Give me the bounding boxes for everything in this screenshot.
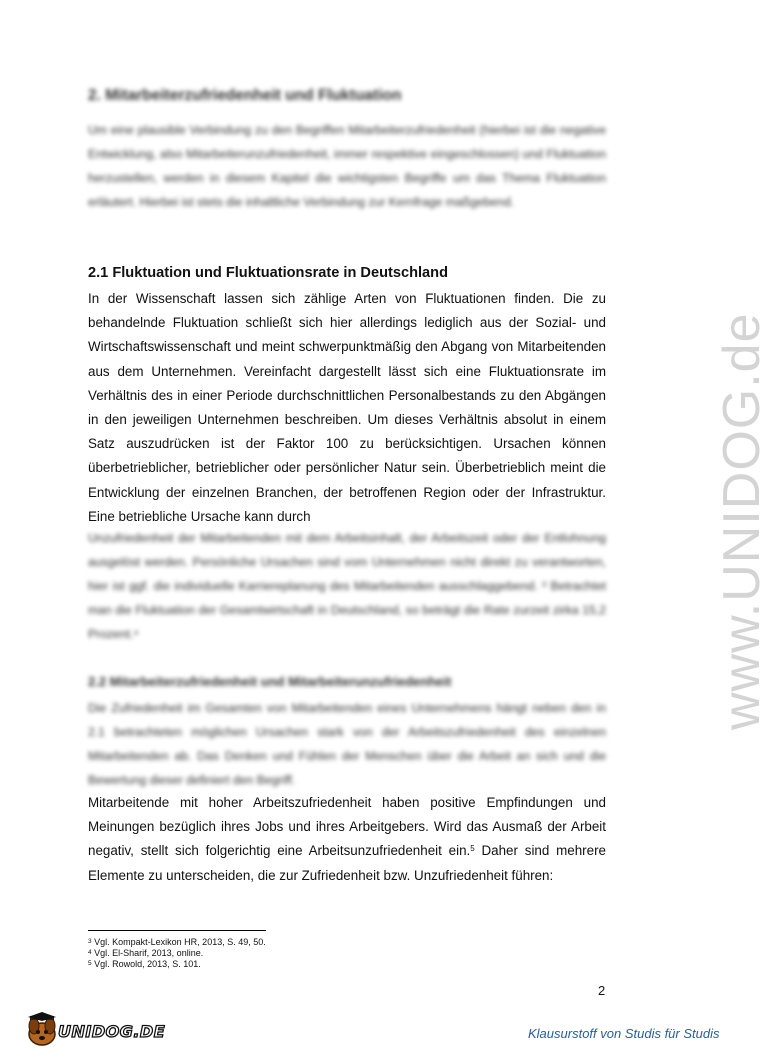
subsection-2-2-paragraph — [88, 791, 606, 888]
footnotes — [88, 937, 266, 970]
footer-tagline: Klausurstoff von Studis für Studis — [528, 1026, 720, 1041]
section-heading: 2. Mitarbeiterzufriedenheit und Fluktuation — [88, 87, 402, 104]
subsection-2-1-blurred-text: Unzufriedenheit der Mitarbeitenden mit dem Arbeitsinhalt, der Arbeitszeit oder der Entlohnung ausgelöst werden. Persönliche Ursachen sind vom Unternehmen nicht direkt zu verantworten, hier ist ggf. die individuelle Karriereplanung des Mitarbeitenden ausschlaggebend. ³ Betrachtet man die Fluktuation der Gesamtwirtschaft in Deutschland, so beträgt die Rate zurzeit zirka 15,2 Prozent.⁴ — [88, 531, 606, 641]
subsection-2-2-blurred-text: Die Zufriedenheit im Gesamten von Mitarbeitenden eines Unternehmens hängt neben den in 2.1 betrachteten möglichen Ursachen stark von der Arbeitszufriedenheit des einzelnen Mitarbeitenden ab. Das Denken und Fühlen der Menschen über die Arbeit an sich und die Bewertung dieser definiert den Begriff. — [88, 701, 606, 787]
logo-text: UNIDOG.DE — [58, 1022, 166, 1041]
footnote-item: $^4$ Vgl. El-Sharif, 2013, online. — [88, 948, 204, 958]
intro-paragraph: Um eine plausible Verbindung zu den Begriffen Mitarbeiterzufriedenheit (hierbei ist die negative Entwicklung, also Mitarbeiterunzufriedenheit, immer respektive eingeschlossen) und Fluktuation herzustellen, werden in diesem Kapitel die wichtigsten Begriffe um das Thema Fluktuation erläutert. Hierbei ist stets die inhaltliche Verbindung zur Kernfrage maßgebend. — [88, 123, 606, 209]
footnote-ref: 5 — [470, 844, 475, 854]
subsection-heading-2-1: 2.1 Fluktuation und Fluktuationsrate in Deutschland — [88, 265, 449, 281]
subsection-heading-2-2: 2.2 Mitarbeiterzufriedenheit und Mitarbeiterunzufriedenheit — [88, 674, 452, 689]
paragraph-text-a: Mitarbeitende mit hoher Arbeitszufriedenheit haben positive Empfindungen und Meinungen bezüglich ihres Jobs und ihres Arbeitgebers. Wird das Ausmaß der Arbeit negativ, stellt sich folgerichtig eine Arbeitsunzufriedenheit ein. — [88, 795, 606, 859]
paragraph-text-b: Daher sind mehrere Elemente zu unterscheiden, die zur Zufriedenheit bzw. Unzufriedenheit führen: — [88, 843, 606, 883]
subsection-2-1-paragraph: In der Wissenschaft lassen sich zählige Arten von Fluktuationen finden. Die zu behandelnde Fluktuation schließt sich hier allerdings lediglich aus der Sozial- und Wirtschaftswissenschaft und meint schwerpunktmäßig den Abgang von Mitarbeitenden aus dem Unternehmen. Vereinfacht dargestellt lässt sich eine Fluktuationsrate im Verhältnis des in einer Periode durchschnittlichen Personalbestands zu den Abgängen in den jeweiligen Unternehmen beschreiben. Um dieses Verhältnis absolut in einem Satz auszudrücken ist der Faktor 100 zu berücksichtigen. Ursachen können überbetrieblicher, betrieblicher oder persönlicher Natur sein. Überbetrieblich meint die Entwicklung der einzelnen Branchen, der betroffenen Region oder der Infrastruktur. Eine betriebliche Ursache kann durch — [88, 291, 606, 524]
footnote-item: $^5$ Vgl. Rowold, 2013, S. 101. — [88, 959, 201, 969]
watermark-text: www.UNIDOG.de — [713, 312, 771, 730]
footnote-item: $^3$ Vgl. Kompakt-Lexikon HR, 2013, S. 49, 50. — [88, 937, 266, 947]
page-number: 2 — [598, 983, 606, 998]
footnote-divider — [88, 930, 266, 931]
